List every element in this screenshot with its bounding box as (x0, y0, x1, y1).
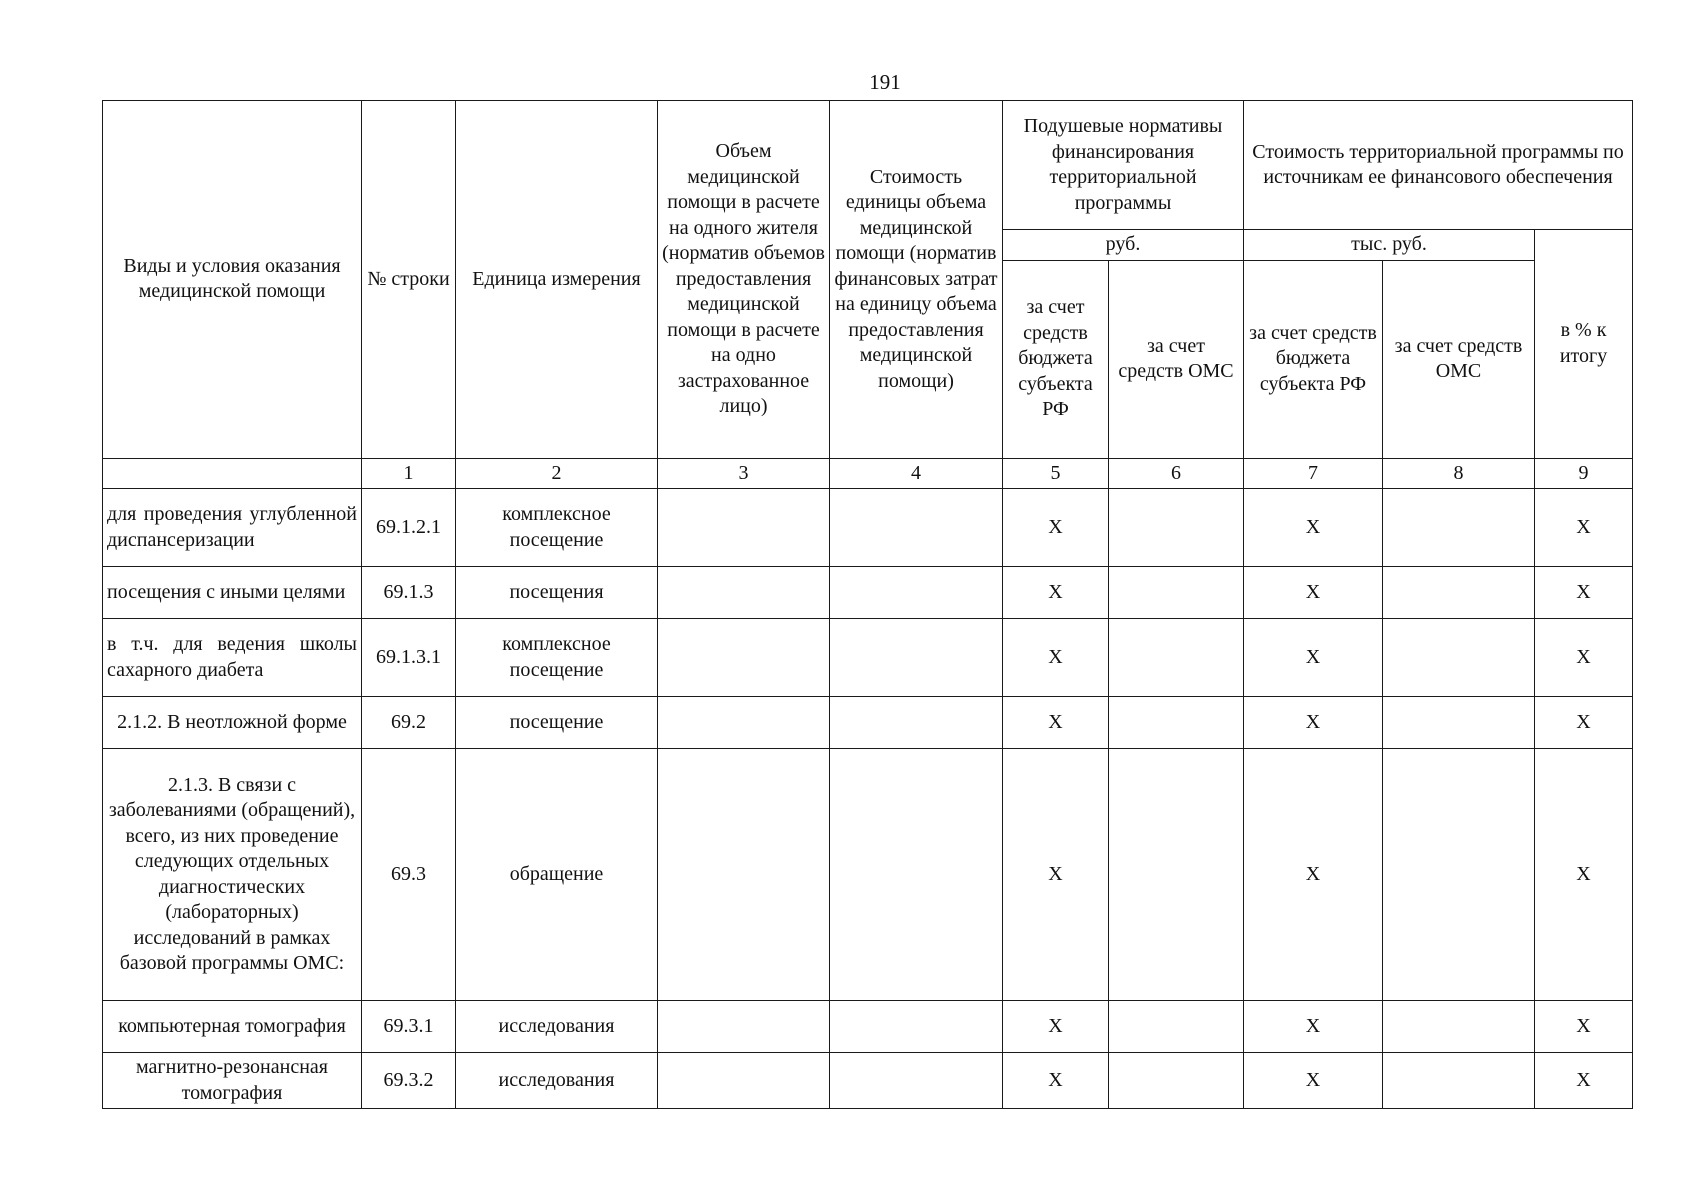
row-c7: Х (1244, 567, 1383, 619)
table-row (103, 1001, 1633, 1053)
column-number: 1 (362, 458, 456, 489)
table-row (103, 749, 1633, 1001)
row-unit: посещения (456, 567, 658, 619)
row-name: посещения с иными целями (103, 567, 362, 619)
header-cost: Стоимость единицы объема медицинской помощи (норматив финансовых затрат на единицу объема предоставления медицинской помощи) (830, 101, 1003, 459)
row-volume (658, 1053, 830, 1109)
row-c7: Х (1244, 1001, 1383, 1053)
row-unit: обращение (456, 749, 658, 1001)
row-c9: Х (1535, 619, 1633, 697)
row-c5: Х (1003, 1001, 1109, 1053)
header-volume: Объем медицинской помощи в расчете на одного жителя (норматив объемов предоставления медицинской помощи в расчете на одно застрахованное лицо) (658, 101, 830, 459)
row-name: 2.1.2. В неотложной форме (103, 697, 362, 749)
column-number: 2 (456, 458, 658, 489)
header-thous-rub: тыс. руб. (1244, 230, 1535, 261)
row-c7: Х (1244, 749, 1383, 1001)
row-c9: Х (1535, 1001, 1633, 1053)
table-row (103, 567, 1633, 619)
table-row (103, 619, 1633, 697)
row-name: для проведения углубленной диспансеризации (103, 489, 362, 567)
row-c9: Х (1535, 697, 1633, 749)
row-c5: Х (1003, 749, 1109, 1001)
column-number: 5 (1003, 458, 1109, 489)
row-code: 69.1.2.1 (362, 489, 456, 567)
row-c6 (1109, 619, 1244, 697)
row-c6 (1109, 1001, 1244, 1053)
table-row (103, 1053, 1633, 1109)
column-number: 7 (1244, 458, 1383, 489)
column-number: 8 (1383, 458, 1535, 489)
row-name: компьютерная томография (103, 1001, 362, 1053)
table-row (103, 697, 1633, 749)
row-cost (830, 619, 1003, 697)
column-number: 3 (658, 458, 830, 489)
row-code: 69.3.1 (362, 1001, 456, 1053)
row-c7: Х (1244, 489, 1383, 567)
header-unit: Единица измерения (456, 101, 658, 459)
table-row (103, 489, 1633, 567)
row-c8 (1383, 489, 1535, 567)
header-oms-6: за счет средств ОМС (1109, 260, 1244, 458)
row-cost (830, 697, 1003, 749)
row-name: магнитно-резонансная томография (103, 1053, 362, 1109)
row-c8 (1383, 1001, 1535, 1053)
row-c9: Х (1535, 749, 1633, 1001)
row-code: 69.2 (362, 697, 456, 749)
row-c8 (1383, 567, 1535, 619)
row-c7: Х (1244, 619, 1383, 697)
column-numbers-row (103, 458, 1633, 489)
row-c9: Х (1535, 1053, 1633, 1109)
row-name: 2.1.3. В связи с заболеваниями (обращений), всего, из них проведение следующих отдельных диагностических (лабораторных) исследований в рамках базовой программы ОМС: (103, 749, 362, 1001)
column-number (103, 458, 362, 489)
row-c9: Х (1535, 489, 1633, 567)
page-number: 191 (869, 70, 901, 94)
row-cost (830, 489, 1003, 567)
row-cost (830, 567, 1003, 619)
row-code: 69.3.2 (362, 1053, 456, 1109)
row-c6 (1109, 749, 1244, 1001)
header-per-capita: Подушевые нормативы финансирования территориальной программы (1003, 101, 1244, 230)
row-c6 (1109, 697, 1244, 749)
row-volume (658, 1001, 830, 1053)
row-c8 (1383, 697, 1535, 749)
row-c5: Х (1003, 567, 1109, 619)
row-c8 (1383, 619, 1535, 697)
row-c8 (1383, 749, 1535, 1001)
row-c6 (1109, 1053, 1244, 1109)
row-cost (830, 749, 1003, 1001)
row-c7: Х (1244, 1053, 1383, 1109)
row-volume (658, 567, 830, 619)
row-name: в т.ч. для ведения школы сахарного диабета (103, 619, 362, 697)
medical-care-cost-table (102, 100, 1633, 1109)
header-oms-8: за счет средств ОМС (1383, 260, 1535, 458)
row-c8 (1383, 1053, 1535, 1109)
row-c6 (1109, 567, 1244, 619)
row-code: 69.3 (362, 749, 456, 1001)
row-unit: комплексное посещение (456, 619, 658, 697)
row-code: 69.1.3.1 (362, 619, 456, 697)
header-program-cost: Стоимость территориальной программы по источникам ее финансового обеспечения (1244, 101, 1633, 230)
row-unit: исследования (456, 1001, 658, 1053)
row-cost (830, 1053, 1003, 1109)
header-types: Виды и условия оказания медицинской помощи (103, 101, 362, 459)
column-number: 6 (1109, 458, 1244, 489)
row-cost (830, 1001, 1003, 1053)
header-rub: руб. (1003, 230, 1244, 261)
row-c5: Х (1003, 697, 1109, 749)
row-c9: Х (1535, 567, 1633, 619)
header-budget-5: за счет средств бюджета субъекта РФ (1003, 260, 1109, 458)
row-code: 69.1.3 (362, 567, 456, 619)
header-budget-7: за счет средств бюджета субъекта РФ (1244, 260, 1383, 458)
column-number: 9 (1535, 458, 1633, 489)
row-unit: комплексное посещение (456, 489, 658, 567)
row-volume (658, 619, 830, 697)
row-c7: Х (1244, 697, 1383, 749)
row-volume (658, 697, 830, 749)
row-unit: исследования (456, 1053, 658, 1109)
row-c5: Х (1003, 619, 1109, 697)
row-c5: Х (1003, 1053, 1109, 1109)
row-c6 (1109, 489, 1244, 567)
row-volume (658, 749, 830, 1001)
header-percent: в % к итогу (1535, 230, 1633, 459)
column-number: 4 (830, 458, 1003, 489)
row-unit: посещение (456, 697, 658, 749)
header-row-number: № строки (362, 101, 456, 459)
row-c5: Х (1003, 489, 1109, 567)
row-volume (658, 489, 830, 567)
